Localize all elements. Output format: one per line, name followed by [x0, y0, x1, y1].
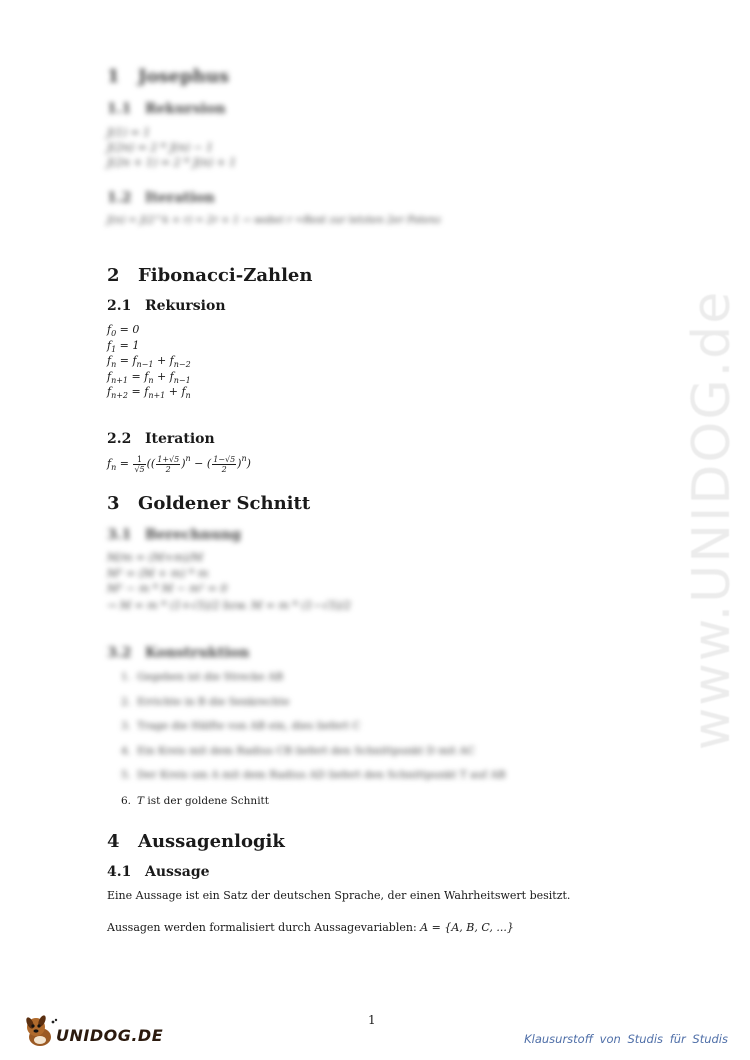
- fibonacci-recursion: $f_0 = 0$ $f_1 = 1$ $f_n = f_{n-1} + f_{n-2}$ $f_{n+1} = f_n + f_{n-1}$ $f_{n+2} = f_{n+1} + f_n$: [107, 323, 191, 400]
- section-2-heading: 2 Fibonacci-Zahlen: [107, 265, 313, 286]
- section-2-1-heading: 2.1 Rekursion: [107, 298, 226, 314]
- construction-step-2: 2. Errichte in B die Senkrechte: [121, 696, 290, 708]
- josephus-rec-3: J(2n + 1) = 2 * J(n) + 1: [107, 156, 237, 169]
- section-4-heading: 4 Aussagenlogik: [107, 831, 285, 852]
- logo-text: UNIDOG.DE: [56, 1026, 164, 1045]
- section-1-2-heading: 1.2 Iteration: [107, 190, 215, 206]
- golden-calc-3: M² − m * M − m² = 0: [107, 582, 228, 595]
- construction-step-5: 5. Der Kreis um A mit dem Radius AD liefert den Schnittpunkt T auf AB: [121, 769, 506, 781]
- golden-calc-4: → M = m * (1+√5)/2 bzw. M = m * (1−√5)/2: [107, 599, 351, 612]
- section-1-1-heading: 1.1 Rekursion: [107, 101, 226, 117]
- section-4-1-heading: 4.1 Aussage: [107, 864, 210, 880]
- josephus-rec-1: J(1) = 1: [107, 126, 151, 139]
- golden-calc-1: M/m = (M+m)/M: [107, 551, 204, 564]
- construction-step-4: 4. Ein Kreis mit dem Radius CB liefert den Schnittpunkt D mit AC: [121, 745, 475, 757]
- construction-step-6: 6. T ist der goldene Schnitt: [121, 795, 269, 807]
- aussagevariablen-text: Aussagen werden formalisiert durch Aussagevariablen: A = {A, B, C, ...}: [107, 921, 514, 934]
- section-3-heading: 3 Goldener Schnitt: [107, 493, 311, 514]
- section-3-2-heading: 3.2 Konstruktion: [107, 645, 250, 661]
- aussage-definition: Eine Aussage ist ein Satz der deutschen Sprache, der einen Wahrheitswert besitzt.: [107, 889, 571, 902]
- josephus-iteration: J(n) = J(2^k + r) = 2r + 1 → wobei r =Rest zur letzten 2er Potenz: [107, 215, 442, 226]
- section-1-heading: 1 Josephus: [107, 66, 230, 87]
- footer-slogan: Klausurstoff von Studis für Studis: [524, 1032, 728, 1046]
- dog-mascot-icon: [22, 1014, 58, 1050]
- section-2-2-heading: 2.2 Iteration: [107, 431, 215, 447]
- unidog-logo[interactable]: [22, 1014, 164, 1050]
- construction-step-1: 1. Gegeben ist die Strecke AB: [121, 671, 284, 683]
- watermark: www.UNIDOG.de: [682, 289, 742, 751]
- page-number: 1: [368, 1013, 376, 1027]
- fibonacci-iteration: $f_n$ = $\frac{1}{√5}$ (( $\frac{1+√5}{2}$ )$^n$ − ( $\frac{1-√5}{2}$ )$^n$): [107, 454, 251, 474]
- section-3-1-heading: 3.1 Berechnung: [107, 527, 242, 543]
- construction-step-3: 3. Trage die Hälfte von AB ein, dies liefert C: [121, 720, 361, 732]
- josephus-rec-2: J(2n) = 2 * J(n) − 1: [107, 141, 214, 154]
- golden-calc-2: M² = (M + m) * m: [107, 567, 209, 580]
